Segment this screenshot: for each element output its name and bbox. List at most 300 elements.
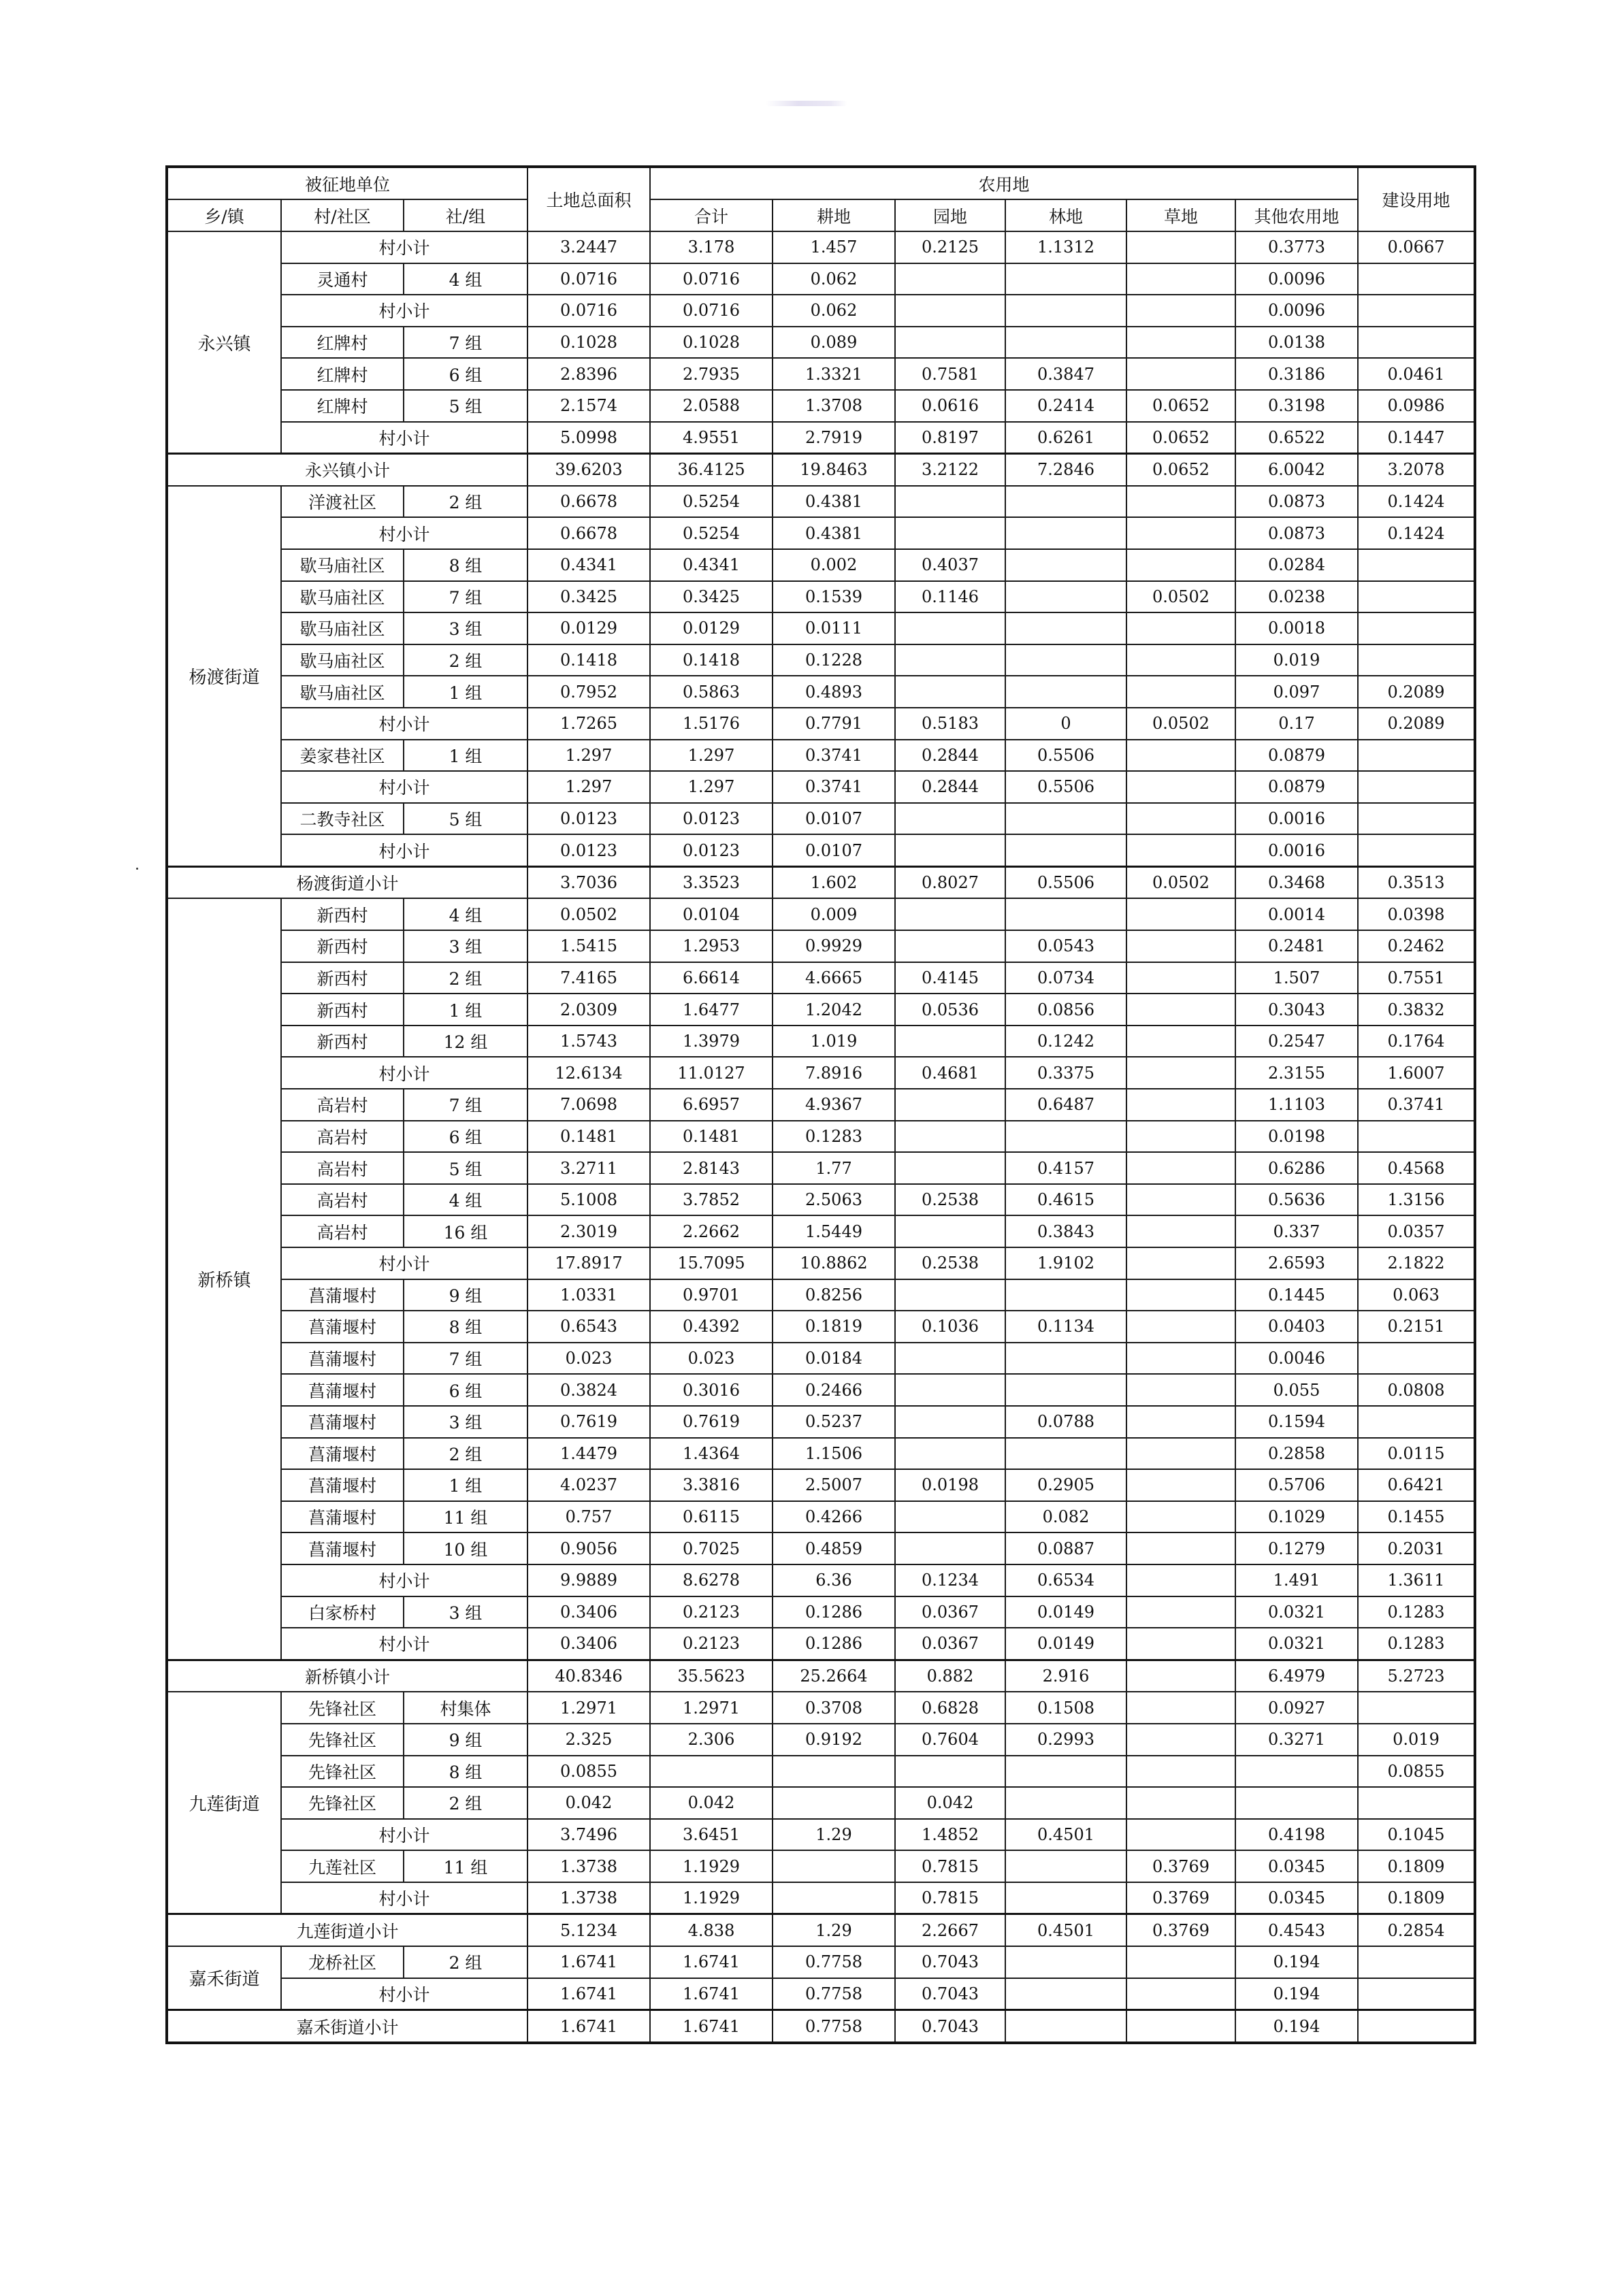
subtotal-label: 村小计 <box>281 1628 527 1660</box>
value-cell: 0.0536 <box>895 994 1005 1026</box>
subtotal-label: 村小计 <box>281 295 527 327</box>
header-agri-total: 合计 <box>650 199 773 231</box>
value-cell: 0.0014 <box>1235 898 1358 930</box>
value-cell: 3.3523 <box>650 866 773 898</box>
value-cell: 7.4165 <box>527 962 650 994</box>
value-cell: 0.6421 <box>1358 1469 1475 1501</box>
value-cell: 1.6741 <box>650 1978 773 2010</box>
subtotal-label: 村小计 <box>281 1564 527 1596</box>
value-cell: 4.9367 <box>773 1089 895 1121</box>
subtotal-label: 村小计 <box>281 517 527 549</box>
value-cell: 36.4125 <box>650 454 773 486</box>
village-subtotal-row <box>167 708 1475 740</box>
value-cell: 0.7551 <box>1358 962 1475 994</box>
value-cell: 0.0887 <box>1005 1532 1126 1564</box>
town-subtotal-label: 永兴镇小计 <box>167 454 527 486</box>
header-town: 乡/镇 <box>167 199 281 231</box>
value-cell: 1.29 <box>773 1914 895 1946</box>
value-cell: 0.0046 <box>1235 1343 1358 1375</box>
table-row <box>167 644 1475 676</box>
value-cell: 0.6522 <box>1235 422 1358 454</box>
value-cell: 0.3708 <box>773 1692 895 1724</box>
group-cell: 3 组 <box>404 930 527 962</box>
value-cell: 0.0502 <box>527 898 650 930</box>
value-cell <box>1126 1819 1235 1851</box>
table-row <box>167 612 1475 644</box>
group-cell: 1 组 <box>404 740 527 772</box>
village-cell: 歇马庙社区 <box>281 644 404 676</box>
value-cell: 0.0129 <box>527 612 650 644</box>
value-cell: 0.0716 <box>527 295 650 327</box>
value-cell <box>1126 803 1235 835</box>
value-cell: 0.0367 <box>895 1596 1005 1628</box>
village-subtotal-row <box>167 422 1475 454</box>
value-cell: 4.9551 <box>650 422 773 454</box>
header-agri: 农用地 <box>650 167 1358 199</box>
value-cell <box>1358 612 1475 644</box>
group-cell: 5 组 <box>404 803 527 835</box>
value-cell: 0.757 <box>527 1501 650 1533</box>
header-village: 村/社区 <box>281 199 404 231</box>
group-cell: 8 组 <box>404 549 527 581</box>
value-cell: 0.3425 <box>527 581 650 613</box>
value-cell <box>895 295 1005 327</box>
value-cell: 1.6007 <box>1358 1057 1475 1089</box>
value-cell: 0.0461 <box>1358 358 1475 390</box>
village-subtotal-row <box>167 1978 1475 2010</box>
value-cell: 0.3769 <box>1126 1882 1235 1914</box>
value-cell <box>650 1756 773 1788</box>
value-cell: 0.6543 <box>527 1311 650 1343</box>
value-cell: 1.457 <box>773 231 895 263</box>
value-cell: 0.7758 <box>773 2010 895 2043</box>
table-row <box>167 1596 1475 1628</box>
value-cell <box>1005 517 1126 549</box>
value-cell: 0.1286 <box>773 1596 895 1628</box>
value-cell: 0.9192 <box>773 1724 895 1756</box>
value-cell: 0.4615 <box>1005 1184 1126 1216</box>
group-cell: 6 组 <box>404 1121 527 1153</box>
value-cell <box>1358 1121 1475 1153</box>
village-cell: 歇马庙社区 <box>281 581 404 613</box>
value-cell: 0.0357 <box>1358 1215 1475 1247</box>
value-cell: 3.2711 <box>527 1152 650 1184</box>
village-cell: 红牌村 <box>281 390 404 422</box>
value-cell: 0.2538 <box>895 1184 1005 1216</box>
value-cell: 0.1228 <box>773 644 895 676</box>
value-cell: 0.3741 <box>1358 1089 1475 1121</box>
value-cell <box>1126 517 1235 549</box>
value-cell: 1.4364 <box>650 1438 773 1470</box>
value-cell: 0.3406 <box>527 1596 650 1628</box>
value-cell: 0.0879 <box>1235 740 1358 772</box>
value-cell: 1.491 <box>1235 1564 1358 1596</box>
group-cell: 2 组 <box>404 644 527 676</box>
value-cell <box>1126 898 1235 930</box>
value-cell <box>1126 1406 1235 1438</box>
value-cell <box>1126 327 1235 359</box>
value-cell: 0.4266 <box>773 1501 895 1533</box>
value-cell: 0.0502 <box>1126 866 1235 898</box>
value-cell: 0.1455 <box>1358 1501 1475 1533</box>
value-cell: 9.9889 <box>527 1564 650 1596</box>
village-cell: 龙桥社区 <box>281 1946 404 1978</box>
table-row <box>167 1501 1475 1533</box>
value-cell: 4.0237 <box>527 1469 650 1501</box>
table-row <box>167 1532 1475 1564</box>
value-cell <box>1126 1026 1235 1057</box>
value-cell: 0.5506 <box>1005 866 1126 898</box>
group-cell: 2 组 <box>404 1946 527 1978</box>
group-cell: 1 组 <box>404 676 527 708</box>
value-cell <box>773 1882 895 1914</box>
village-cell: 先锋社区 <box>281 1756 404 1788</box>
table-row <box>167 740 1475 772</box>
value-cell: 0.5506 <box>1005 771 1126 803</box>
value-cell <box>895 1279 1005 1311</box>
value-cell <box>1358 1406 1475 1438</box>
value-cell: 0.009 <box>773 898 895 930</box>
value-cell: 3.2122 <box>895 454 1005 486</box>
table-row <box>167 1787 1475 1819</box>
group-cell: 2 组 <box>404 1438 527 1470</box>
table-row <box>167 1946 1475 1978</box>
table-row <box>167 263 1475 295</box>
value-cell <box>1126 1343 1235 1375</box>
value-cell: 0.7043 <box>895 1946 1005 1978</box>
value-cell: 0.7025 <box>650 1532 773 1564</box>
value-cell: 0.2844 <box>895 771 1005 803</box>
value-cell <box>1126 1532 1235 1564</box>
value-cell <box>1005 898 1126 930</box>
value-cell: 0.0321 <box>1235 1628 1358 1660</box>
value-cell: 0.8197 <box>895 422 1005 454</box>
value-cell <box>1126 1692 1235 1724</box>
value-cell: 0.2481 <box>1235 930 1358 962</box>
value-cell: 0.0138 <box>1235 327 1358 359</box>
value-cell <box>1126 549 1235 581</box>
value-cell <box>1005 295 1126 327</box>
group-cell: 5 组 <box>404 1152 527 1184</box>
group-cell: 3 组 <box>404 1406 527 1438</box>
header-construction: 建设用地 <box>1358 167 1475 231</box>
value-cell: 0.0716 <box>527 263 650 295</box>
value-cell: 0.2993 <box>1005 1724 1126 1756</box>
value-cell: 0.3832 <box>1358 994 1475 1026</box>
value-cell: 0.1424 <box>1358 517 1475 549</box>
group-cell: 4 组 <box>404 1184 527 1216</box>
value-cell: 0.3198 <box>1235 390 1358 422</box>
value-cell <box>1126 740 1235 772</box>
group-cell: 10 组 <box>404 1532 527 1564</box>
value-cell: 0.4341 <box>527 549 650 581</box>
value-cell: 0.1764 <box>1358 1026 1475 1057</box>
town-subtotal-row <box>167 866 1475 898</box>
value-cell: 11.0127 <box>650 1057 773 1089</box>
value-cell: 2.5063 <box>773 1184 895 1216</box>
value-cell: 17.8917 <box>527 1247 650 1279</box>
village-cell: 先锋社区 <box>281 1692 404 1724</box>
value-cell <box>1005 1850 1126 1882</box>
value-cell: 5.1234 <box>527 1914 650 1946</box>
value-cell: 8.6278 <box>650 1564 773 1596</box>
value-cell: 0.0123 <box>527 834 650 866</box>
value-cell: 0.019 <box>1358 1724 1475 1756</box>
value-cell: 1.507 <box>1235 962 1358 994</box>
value-cell: 0.0856 <box>1005 994 1126 1026</box>
village-subtotal-row <box>167 1819 1475 1851</box>
village-cell: 高岩村 <box>281 1121 404 1153</box>
value-cell: 2.8143 <box>650 1152 773 1184</box>
village-cell: 姜家巷社区 <box>281 740 404 772</box>
value-cell: 0.6534 <box>1005 1564 1126 1596</box>
value-cell: 5.0998 <box>527 422 650 454</box>
village-subtotal-row <box>167 1247 1475 1279</box>
value-cell: 1.3156 <box>1358 1184 1475 1216</box>
value-cell: 0.3425 <box>650 581 773 613</box>
value-cell <box>1126 1215 1235 1247</box>
village-cell: 歇马庙社区 <box>281 612 404 644</box>
value-cell: 0.5636 <box>1235 1184 1358 1216</box>
value-cell <box>773 1787 895 1819</box>
value-cell: 0.0096 <box>1235 295 1358 327</box>
village-subtotal-row <box>167 231 1475 263</box>
village-cell: 高岩村 <box>281 1184 404 1216</box>
value-cell <box>1126 1501 1235 1533</box>
value-cell: 0.4198 <box>1235 1819 1358 1851</box>
value-cell: 0.4381 <box>773 486 895 518</box>
value-cell: 0.042 <box>650 1787 773 1819</box>
village-cell: 菖蒲堰村 <box>281 1279 404 1311</box>
value-cell: 1.29 <box>773 1819 895 1851</box>
value-cell: 0.1036 <box>895 1311 1005 1343</box>
group-cell: 12 组 <box>404 1026 527 1057</box>
value-cell: 0.0016 <box>1235 803 1358 835</box>
value-cell: 0.3773 <box>1235 231 1358 263</box>
value-cell: 1.2042 <box>773 994 895 1026</box>
value-cell: 2.916 <box>1005 1660 1126 1692</box>
group-cell: 1 组 <box>404 994 527 1026</box>
value-cell: 1.4852 <box>895 1819 1005 1851</box>
value-cell: 0.194 <box>1235 2010 1358 2043</box>
value-cell: 1.3738 <box>527 1850 650 1882</box>
value-cell: 5.2723 <box>1358 1660 1475 1692</box>
value-cell <box>1358 327 1475 359</box>
value-cell <box>1005 1121 1126 1153</box>
value-cell <box>1126 263 1235 295</box>
value-cell: 0.1445 <box>1235 1279 1358 1311</box>
village-cell: 菖蒲堰村 <box>281 1532 404 1564</box>
village-subtotal-row <box>167 1057 1475 1089</box>
value-cell <box>1005 676 1126 708</box>
value-cell: 1.1103 <box>1235 1089 1358 1121</box>
table-row <box>167 1215 1475 1247</box>
value-cell: 0.2462 <box>1358 930 1475 962</box>
table-row <box>167 1406 1475 1438</box>
value-cell <box>1358 295 1475 327</box>
table-row <box>167 1279 1475 1311</box>
value-cell: 0.0111 <box>773 612 895 644</box>
value-cell: 0.1809 <box>1358 1850 1475 1882</box>
value-cell: 1.6741 <box>527 1946 650 1978</box>
value-cell <box>1358 1946 1475 1978</box>
value-cell: 0.2123 <box>650 1628 773 1660</box>
value-cell <box>895 327 1005 359</box>
header-garden: 园地 <box>895 199 1005 231</box>
value-cell <box>1005 1978 1126 2010</box>
value-cell <box>895 263 1005 295</box>
value-cell: 0.055 <box>1235 1374 1358 1406</box>
value-cell: 6.6614 <box>650 962 773 994</box>
value-cell: 2.2667 <box>895 1914 1005 1946</box>
table-body <box>167 231 1475 2043</box>
value-cell: 0.0123 <box>527 803 650 835</box>
value-cell: 0.3016 <box>650 1374 773 1406</box>
value-cell <box>1358 581 1475 613</box>
value-cell <box>895 1374 1005 1406</box>
village-cell: 二教寺社区 <box>281 803 404 835</box>
value-cell <box>895 1026 1005 1057</box>
value-cell: 2.5007 <box>773 1469 895 1501</box>
value-cell: 0.1819 <box>773 1311 895 1343</box>
value-cell: 0.7619 <box>650 1406 773 1438</box>
value-cell <box>1005 1756 1126 1788</box>
village-cell: 新西村 <box>281 930 404 962</box>
value-cell <box>895 644 1005 676</box>
village-cell: 高岩村 <box>281 1215 404 1247</box>
value-cell: 0.0345 <box>1235 1850 1358 1882</box>
value-cell: 0.5254 <box>650 486 773 518</box>
value-cell: 19.8463 <box>773 454 895 486</box>
value-cell <box>1235 1787 1358 1819</box>
value-cell <box>895 1121 1005 1153</box>
value-cell: 0.7815 <box>895 1850 1005 1882</box>
value-cell: 0.3043 <box>1235 994 1358 1026</box>
value-cell: 0.0398 <box>1358 898 1475 930</box>
value-cell <box>1126 1247 1235 1279</box>
village-cell: 菖蒲堰村 <box>281 1406 404 1438</box>
value-cell: 0.0502 <box>1126 708 1235 740</box>
value-cell: 3.7852 <box>650 1184 773 1216</box>
header-row-1 <box>167 167 1475 199</box>
value-cell <box>1235 1756 1358 1788</box>
value-cell: 0.17 <box>1235 708 1358 740</box>
value-cell <box>1126 930 1235 962</box>
value-cell <box>895 1406 1005 1438</box>
value-cell: 0.2089 <box>1358 676 1475 708</box>
value-cell: 1.5176 <box>650 708 773 740</box>
town-subtotal-row <box>167 2010 1475 2043</box>
value-cell <box>895 1215 1005 1247</box>
table-row <box>167 581 1475 613</box>
town-subtotal-label: 新桥镇小计 <box>167 1660 527 1692</box>
value-cell: 0.1418 <box>650 644 773 676</box>
group-cell: 4 组 <box>404 263 527 295</box>
table-row <box>167 1756 1475 1788</box>
value-cell <box>895 517 1005 549</box>
value-cell <box>773 1756 895 1788</box>
group-cell: 村集体 <box>404 1692 527 1724</box>
value-cell: 2.2662 <box>650 1215 773 1247</box>
value-cell: 2.3155 <box>1235 1057 1358 1089</box>
value-cell <box>1126 1978 1235 2010</box>
value-cell: 0.062 <box>773 263 895 295</box>
village-cell: 高岩村 <box>281 1152 404 1184</box>
value-cell <box>1005 549 1126 581</box>
value-cell <box>1358 834 1475 866</box>
value-cell: 0.7758 <box>773 1946 895 1978</box>
value-cell: 0.023 <box>650 1343 773 1375</box>
table-row <box>167 1311 1475 1343</box>
value-cell <box>895 1532 1005 1564</box>
land-acquisition-table <box>165 165 1476 2044</box>
value-cell: 2.7919 <box>773 422 895 454</box>
value-cell <box>1358 1978 1475 2010</box>
town-cell: 杨渡街道 <box>167 486 281 867</box>
value-cell: 0.0652 <box>1126 390 1235 422</box>
subtotal-label: 村小计 <box>281 1882 527 1914</box>
table-row <box>167 1692 1475 1724</box>
group-cell: 8 组 <box>404 1311 527 1343</box>
value-cell <box>1126 1438 1235 1470</box>
group-cell: 2 组 <box>404 486 527 518</box>
value-cell: 1.602 <box>773 866 895 898</box>
value-cell: 0.2151 <box>1358 1311 1475 1343</box>
value-cell: 0.6487 <box>1005 1089 1126 1121</box>
value-cell <box>1126 1152 1235 1184</box>
value-cell: 0.3741 <box>773 740 895 772</box>
village-subtotal-row <box>167 834 1475 866</box>
value-cell: 0.1146 <box>895 581 1005 613</box>
value-cell: 0.4381 <box>773 517 895 549</box>
table-row <box>167 1184 1475 1216</box>
value-cell: 0.8256 <box>773 1279 895 1311</box>
group-cell: 3 组 <box>404 1596 527 1628</box>
value-cell: 1.5449 <box>773 1215 895 1247</box>
value-cell: 0.0184 <box>773 1343 895 1375</box>
header-grass: 草地 <box>1126 199 1235 231</box>
value-cell: 0.1028 <box>650 327 773 359</box>
value-cell: 0.0502 <box>1126 581 1235 613</box>
value-cell: 0.1279 <box>1235 1532 1358 1564</box>
value-cell: 0.0879 <box>1235 771 1358 803</box>
value-cell: 0.3741 <box>773 771 895 803</box>
header-group: 社/组 <box>404 199 527 231</box>
value-cell: 2.7935 <box>650 358 773 390</box>
subtotal-label: 村小计 <box>281 1057 527 1089</box>
group-cell: 7 组 <box>404 581 527 613</box>
value-cell: 0.2844 <box>895 740 1005 772</box>
value-cell: 0.0927 <box>1235 1692 1358 1724</box>
value-cell: 0.0986 <box>1358 390 1475 422</box>
group-cell: 9 组 <box>404 1724 527 1756</box>
value-cell: 2.306 <box>650 1724 773 1756</box>
value-cell <box>1126 1787 1235 1819</box>
value-cell: 1.6477 <box>650 994 773 1026</box>
town-subtotal-label: 嘉禾街道小计 <box>167 2010 527 2043</box>
value-cell: 0.023 <box>527 1343 650 1375</box>
value-cell <box>1005 263 1126 295</box>
value-cell: 4.838 <box>650 1914 773 1946</box>
group-cell: 16 组 <box>404 1215 527 1247</box>
table-row <box>167 930 1475 962</box>
value-cell: 0.0198 <box>1235 1121 1358 1153</box>
value-cell: 0.4341 <box>650 549 773 581</box>
table-row <box>167 1026 1475 1057</box>
value-cell: 0.4568 <box>1358 1152 1475 1184</box>
value-cell: 0.6678 <box>527 517 650 549</box>
value-cell <box>895 1089 1005 1121</box>
